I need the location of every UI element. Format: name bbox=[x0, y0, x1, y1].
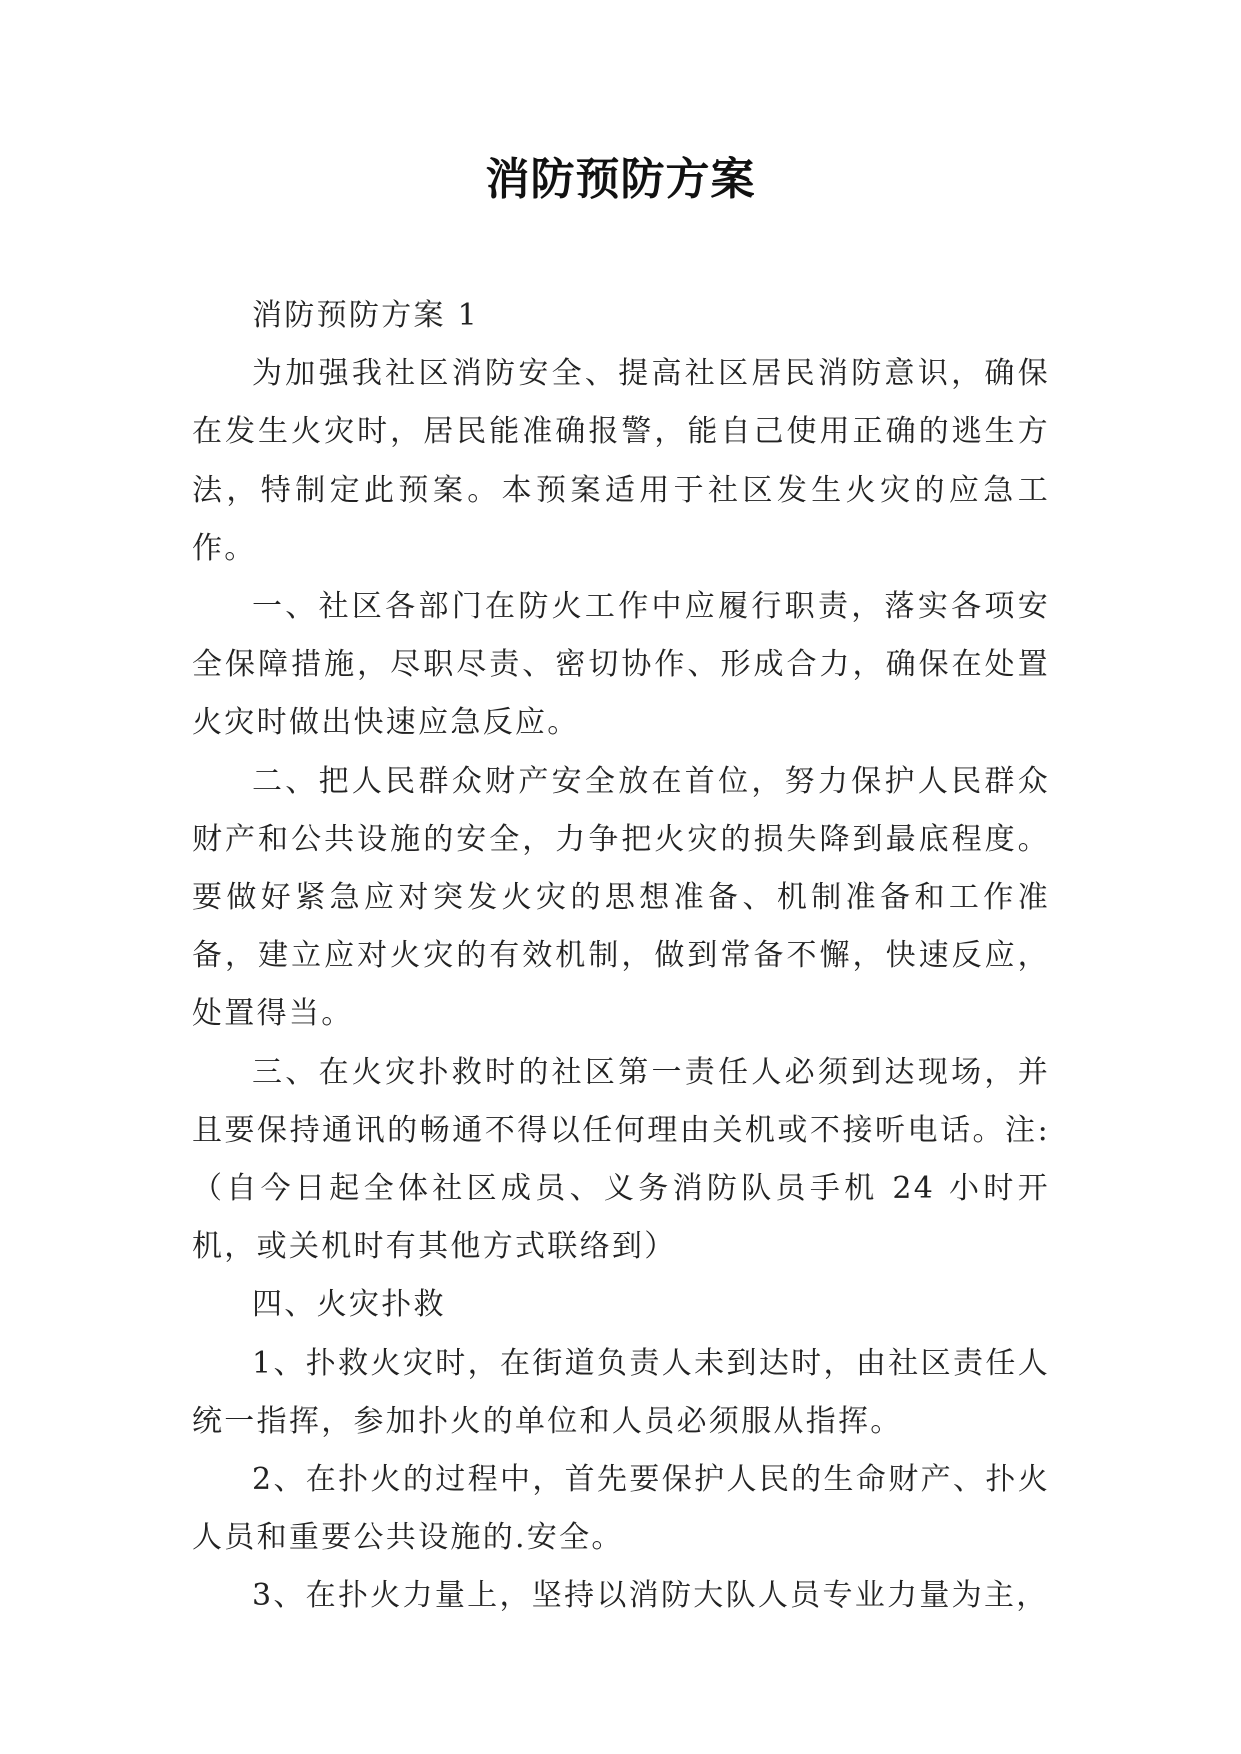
paragraph-item-1: 一、社区各部门在防火工作中应履行职责，落实各项安全保障措施，尽职尽责、密切协作、形成合力，确保在处置火灾时做出快速应急反应。 bbox=[192, 589, 1050, 741]
paragraph-item-3: 三、在火灾扑救时的社区第一责任人必须到达现场，并且要保持通讯的畅通不得以任何理由关机或不接听电话。注:（自今日起全体社区成员、义务消防队员手机 24 小时开机，或关机时有其他方式联络到） bbox=[192, 1054, 1050, 1265]
paragraph-section-heading: 消防预防方案 1 bbox=[252, 298, 480, 333]
paragraph-subitem-3: 3、在扑火力量上，坚持以消防大队人员专业力量为主， bbox=[252, 1578, 1049, 1614]
document-body bbox=[192, 287, 1050, 1626]
paragraph-intro: 为加强我社区消防安全、提高社区居民消防意识，确保在发生火灾时，居民能准确报警，能自己使用正确的逃生方法，特制定此预案。本预案适用于社区发生火灾的应急工作。 bbox=[192, 356, 1050, 566]
document-title: 消防预防方案 bbox=[485, 154, 756, 205]
paragraph-subitem-2: 2、在扑火的过程中，首先要保护人民的生命财产、扑火人员和重要公共设施的.安全。 bbox=[192, 1462, 1050, 1556]
paragraph-item-4-heading: 四、火灾扑救 bbox=[252, 1287, 446, 1323]
paragraph-subitem-1: 1、扑救火灾时，在街道负责人未到达时，由社区责任人统一指挥，参加扑火的单位和人员必须服从指挥。 bbox=[192, 1345, 1050, 1439]
paragraph-item-2: 二、把人民群众财产安全放在首位，努力保护人民群众财产和公共设施的安全，力争把火灾的损失降到最底程度。要做好紧急应对突发火灾的思想准备、机制准备和工作准备，建立应对火灾的有效机制，做到常备不懈，快速反应，处置得当。 bbox=[192, 763, 1050, 1032]
